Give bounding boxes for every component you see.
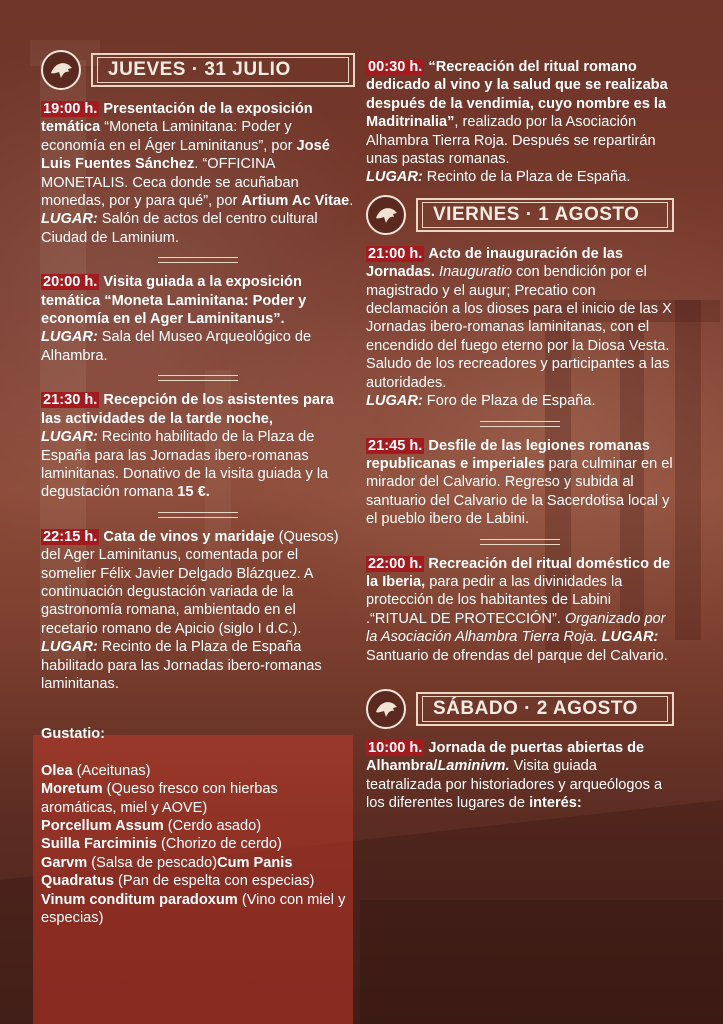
event-title: Cata de vinos y maridaje (103, 528, 275, 545)
separator (480, 421, 560, 427)
day-label-saturday: SÁBADO · 2 AGOSTO (422, 696, 668, 722)
gustatio-heading: Gustatio: (41, 726, 106, 743)
day-label-box (416, 198, 674, 232)
event-place: Santuario de ofrendas del parque del Calvario. (366, 647, 668, 664)
event-text: . “OFFICINA MONETALIS. Ceca donde se acuñaban monedas, por y para qué”, por (41, 156, 299, 210)
left-column (41, 48, 355, 927)
event-place: Recinto de la Plaza de España habilitado para las Jornadas ibero-romanas laminitanas. (41, 639, 322, 692)
eagle-emblem-icon (41, 50, 81, 90)
right-column (366, 58, 674, 813)
event-time: 19:00 h. (43, 101, 98, 117)
day-label-box (91, 53, 355, 87)
day-header-thursday (41, 48, 355, 92)
event-text: con bendición por el magistrado y el augur; Precatio con declamación a los dioses para el inicio de las X Jornadas ibero-romanas laminitanas, con el encendido del fuego eterno por la Diosa Vesta. Saludo de los recreadores y participantes a las autoridades. (366, 264, 672, 391)
gustatio-item: Suilla Farciminis (Chorizo de cerdo) (41, 836, 282, 853)
event-title: Jornada de puertas abiertas de Alhambra/ (366, 739, 645, 775)
day-label-thursday: JUEVES · 31 JULIO (97, 57, 349, 83)
event-title: “Recreación del ritual romano dedicado al vino y la salud que se realizaba después de la vendimia, cuyo nombre es la Maditrinalia” (366, 59, 668, 131)
day-label-friday: VIERNES · 1 AGOSTO (422, 202, 668, 228)
event-21-30 (41, 391, 355, 501)
speaker-name: José Luis Fuentes Sánchez (41, 137, 330, 173)
day-header-friday (366, 193, 674, 237)
lugar-label: LUGAR: (41, 429, 98, 446)
gustatio-item: Porcellum Assum (Cerdo asado) (41, 818, 262, 834)
lugar-label: LUGAR: (41, 639, 98, 656)
event-text: , realizado por la Asociación Alhambra Tierra Roja. Después se repartirán unas pastas romanas. (366, 114, 656, 168)
event-place: Recinto habilitado de la Plaza de España para las Jornadas ibero-romanas laminitanas. Donativo de la visita guiada y la degustación romana (41, 429, 329, 501)
event-19-00 (41, 100, 355, 247)
event-italic: Inauguratio (439, 264, 513, 281)
event-time: 22:15 h. (43, 528, 98, 545)
event-time: 10:00 h. (368, 739, 423, 756)
separator (158, 512, 238, 518)
event-title: Desfile de las legiones romanas republicanas e imperiales (366, 437, 650, 472)
event-italic: Organizado por la Asociación Alhambra Tierra Roja. (366, 610, 666, 646)
event-text: “Moneta Laminitana: Poder y economía en el Áger Laminitanus”, por (41, 119, 297, 154)
eagle-emblem-icon (366, 689, 406, 729)
lugar-label: LUGAR: (366, 393, 423, 410)
event-text: (Quesos) del Ager Laminitanus, comentada por el somelier Félix Javier Delgado Blázquez. A continuación degustación variada de la gastronomía romana, ambientado en el recetario romano de Apicio (siglo I d.C.). (41, 528, 339, 637)
separator (158, 257, 238, 263)
event-title: Recepción de los asistentes para las actividades de la tarde noche, (41, 392, 334, 427)
event-text: . (349, 193, 354, 210)
event-22-00 (366, 555, 674, 665)
event-place: Salón de actos del centro cultural Ciudad de Laminium. (41, 211, 318, 246)
event-time: 21:00 h. (368, 245, 423, 262)
gustatio-item: Garvm (Salsa de pescado)Cum Panis Quadratus (Pan de espelta con especias) (41, 854, 315, 890)
event-place: Recinto de la Plaza de España. (422, 169, 631, 186)
event-title-italic: Laminivm. (437, 758, 510, 775)
event-10-00 (366, 739, 674, 813)
event-place: Foro de Plaza de España. (422, 393, 596, 410)
gustatio-item: Moretum (Queso fresco con hierbas aromáticas, miel y AOVE) (41, 781, 278, 816)
event-text: para culminar en el mirador del Calvario. Regreso y subida al santuario del Calvario de la Sacerdotisa local y el pueblo ibero de Labini. (366, 455, 673, 528)
event-time: 21:30 h. (43, 392, 98, 409)
event-00-30 (366, 58, 674, 187)
speaker-name: Artium Ac Vitae (241, 193, 350, 210)
day-header-saturday (366, 687, 674, 731)
event-title: Recreación del ritual doméstico de la Iberia, (366, 555, 671, 590)
event-title: Presentación de la exposición temática (41, 101, 313, 136)
event-21-00 (366, 245, 674, 411)
lugar-label: LUGAR: (601, 629, 659, 646)
event-time: 00:30 h. (368, 59, 423, 75)
event-price: 15 €. (177, 484, 210, 501)
event-text: Visita guiada teatralizada por historiadores y arqueólogos a los diferentes lugares de (366, 758, 663, 812)
lugar-label: LUGAR: (41, 329, 98, 346)
day-label-box (416, 692, 674, 726)
separator (480, 539, 560, 545)
event-time: 20:00 h. (43, 274, 98, 291)
event-text: para pedir a las divinidades la protección de los habitantes de Labini .“RITUAL DE PROTECCIÓN”. (366, 573, 623, 627)
gustatio-item: Olea (Aceitunas) (41, 762, 151, 779)
lugar-label: LUGAR: (366, 169, 423, 186)
event-title: Acto de inauguración de las Jornadas. (366, 245, 624, 281)
eagle-emblem-icon (366, 195, 406, 235)
event-21-45 (366, 437, 674, 529)
event-text-bold: interés: (529, 795, 582, 812)
event-22-15 (41, 528, 355, 694)
event-title: Visita guiada a la exposición temática “Moneta Laminitana: Poder y economía en el Ager Laminitanus”. (41, 274, 307, 328)
gustatio-item: Vinum conditum paradoxum (Vino con miel y especias) (41, 891, 346, 927)
event-place: Sala del Museo Arqueológico de Alhambra. (41, 329, 312, 364)
event-20-00 (41, 273, 355, 365)
separator (158, 375, 238, 381)
event-time: 21:45 h. (368, 437, 423, 454)
event-time: 22:00 h. (368, 555, 423, 572)
lugar-label: LUGAR: (41, 211, 98, 228)
